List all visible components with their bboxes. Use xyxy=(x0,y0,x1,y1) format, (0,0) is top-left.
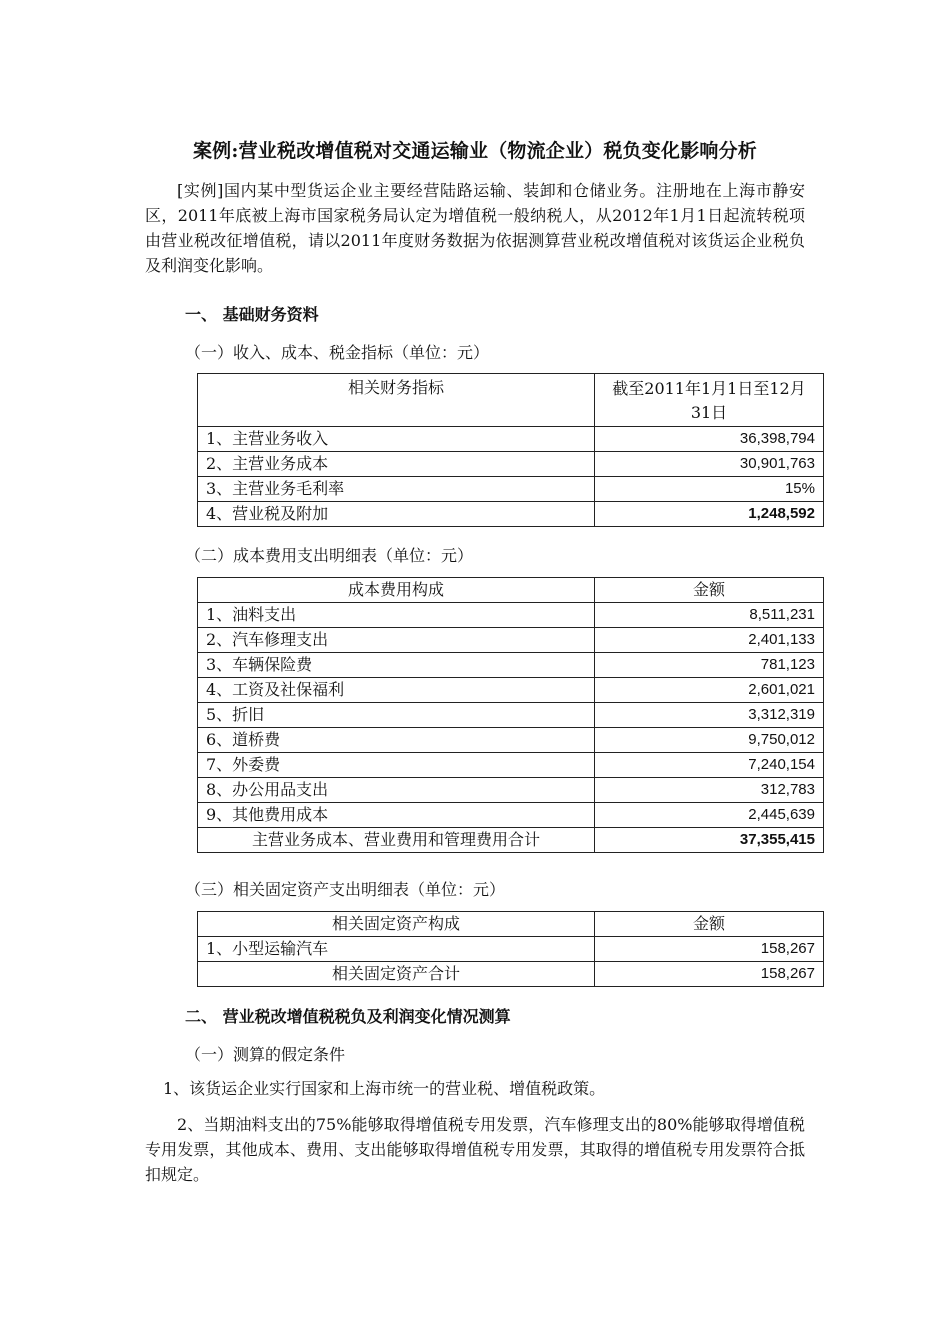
row-value: 15% xyxy=(595,477,824,502)
row-label: 8、办公用品支出 xyxy=(198,778,595,803)
total-value: 37,355,415 xyxy=(595,828,824,853)
row-label: 6、道桥费 xyxy=(198,728,595,753)
table2-header-col1: 成本费用构成 xyxy=(198,578,595,603)
fixed-asset-table xyxy=(197,911,824,987)
row-label: 7、外委费 xyxy=(198,753,595,778)
table-row xyxy=(198,603,824,628)
table3-header-col1: 相关固定资产构成 xyxy=(198,912,595,937)
row-label: 1、小型运输汽车 xyxy=(198,937,595,962)
table-row xyxy=(198,753,824,778)
table-row xyxy=(198,937,824,962)
intro-text: [实例]国内某中型货运企业主要经营陆路运输、装卸和仓储业务。注册地在上海市静安区，2011年底被上海市国家税务局认定为增值税一般纳税人，从2012年1月1日起流转税项由营业税改征增值税，请以2011年度财务数据为依据测算营业税改增值税对该货运企业税负及利润变化影响。 xyxy=(145,181,805,275)
row-label: 4、工资及社保福利 xyxy=(198,678,595,703)
section1-sub1: （一）收入、成本、税金指标（单位：元） xyxy=(185,343,490,362)
table-row xyxy=(198,427,824,452)
row-label: 1、主营业务收入 xyxy=(198,427,595,452)
table-row xyxy=(198,778,824,803)
income-cost-tax-table xyxy=(197,373,824,527)
row-value: 8,511,231 xyxy=(595,603,824,628)
table-row xyxy=(198,803,824,828)
row-label: 2、主营业务成本 xyxy=(198,452,595,477)
row-label: 3、主营业务毛利率 xyxy=(198,477,595,502)
total-label: 主营业务成本、营业费用和管理费用合计 xyxy=(198,828,595,853)
section1-sub2: （二）成本费用支出明细表（单位：元） xyxy=(185,546,474,565)
assumption-item-1: 1、该货运企业实行国家和上海市统一的营业税、增值税政策。 xyxy=(163,1079,606,1098)
row-value: 312,783 xyxy=(595,778,824,803)
row-label: 4、营业税及附加 xyxy=(198,502,595,527)
row-value: 2,445,639 xyxy=(595,803,824,828)
row-value: 158,267 xyxy=(595,937,824,962)
row-value: 1,248,592 xyxy=(595,502,824,527)
section1-heading: 一、 基础财务资料 xyxy=(185,305,319,324)
row-label: 2、汽车修理支出 xyxy=(198,628,595,653)
row-label: 5、折旧 xyxy=(198,703,595,728)
assumption-item-2-paragraph xyxy=(145,1112,805,1187)
table-row xyxy=(198,477,824,502)
cost-expense-table xyxy=(197,577,824,853)
table-row xyxy=(198,678,824,703)
table-row xyxy=(198,628,824,653)
table2-header-col2: 金额 xyxy=(595,578,824,603)
intro-paragraph xyxy=(145,178,805,278)
total-value: 158,267 xyxy=(595,962,824,987)
row-value: 30,901,763 xyxy=(595,452,824,477)
table-row xyxy=(198,452,824,477)
total-label: 相关固定资产合计 xyxy=(198,962,595,987)
section2-heading: 二、 营业税改增值税税负及利润变化情况测算 xyxy=(185,1007,511,1026)
row-label: 1、油料支出 xyxy=(198,603,595,628)
row-value: 3,312,319 xyxy=(595,703,824,728)
table-row xyxy=(198,653,824,678)
section1-sub3: （三）相关固定资产支出明细表（单位：元） xyxy=(185,880,506,899)
row-value: 2,401,133 xyxy=(595,628,824,653)
document-title: 案例:营业税改增值税对交通运输业（物流企业）税负变化影响分析 xyxy=(192,140,757,162)
table1-header-col2: 截至2011年1月1日至12月31日 xyxy=(595,374,824,427)
table-row xyxy=(198,728,824,753)
row-value: 2,601,021 xyxy=(595,678,824,703)
table-row xyxy=(198,703,824,728)
section2-sub1: （一）测算的假定条件 xyxy=(185,1045,346,1064)
row-value: 781,123 xyxy=(595,653,824,678)
table1-header-col1: 相关财务指标 xyxy=(198,374,595,427)
table-total-row xyxy=(198,962,824,987)
table-row xyxy=(198,502,824,527)
row-value: 36,398,794 xyxy=(595,427,824,452)
table-total-row xyxy=(198,828,824,853)
row-value: 9,750,012 xyxy=(595,728,824,753)
table3-header-col2: 金额 xyxy=(595,912,824,937)
row-label: 3、车辆保险费 xyxy=(198,653,595,678)
row-label: 9、其他费用成本 xyxy=(198,803,595,828)
row-value: 7,240,154 xyxy=(595,753,824,778)
assumption-item-2: 2、当期油料支出的75%能够取得增值税专用发票，汽车修理支出的80%能够取得增值税专用发票，其他成本、费用、支出能够取得增值税专用发票，其取得的增值税专用发票符合抵扣规定。 xyxy=(145,1115,805,1184)
